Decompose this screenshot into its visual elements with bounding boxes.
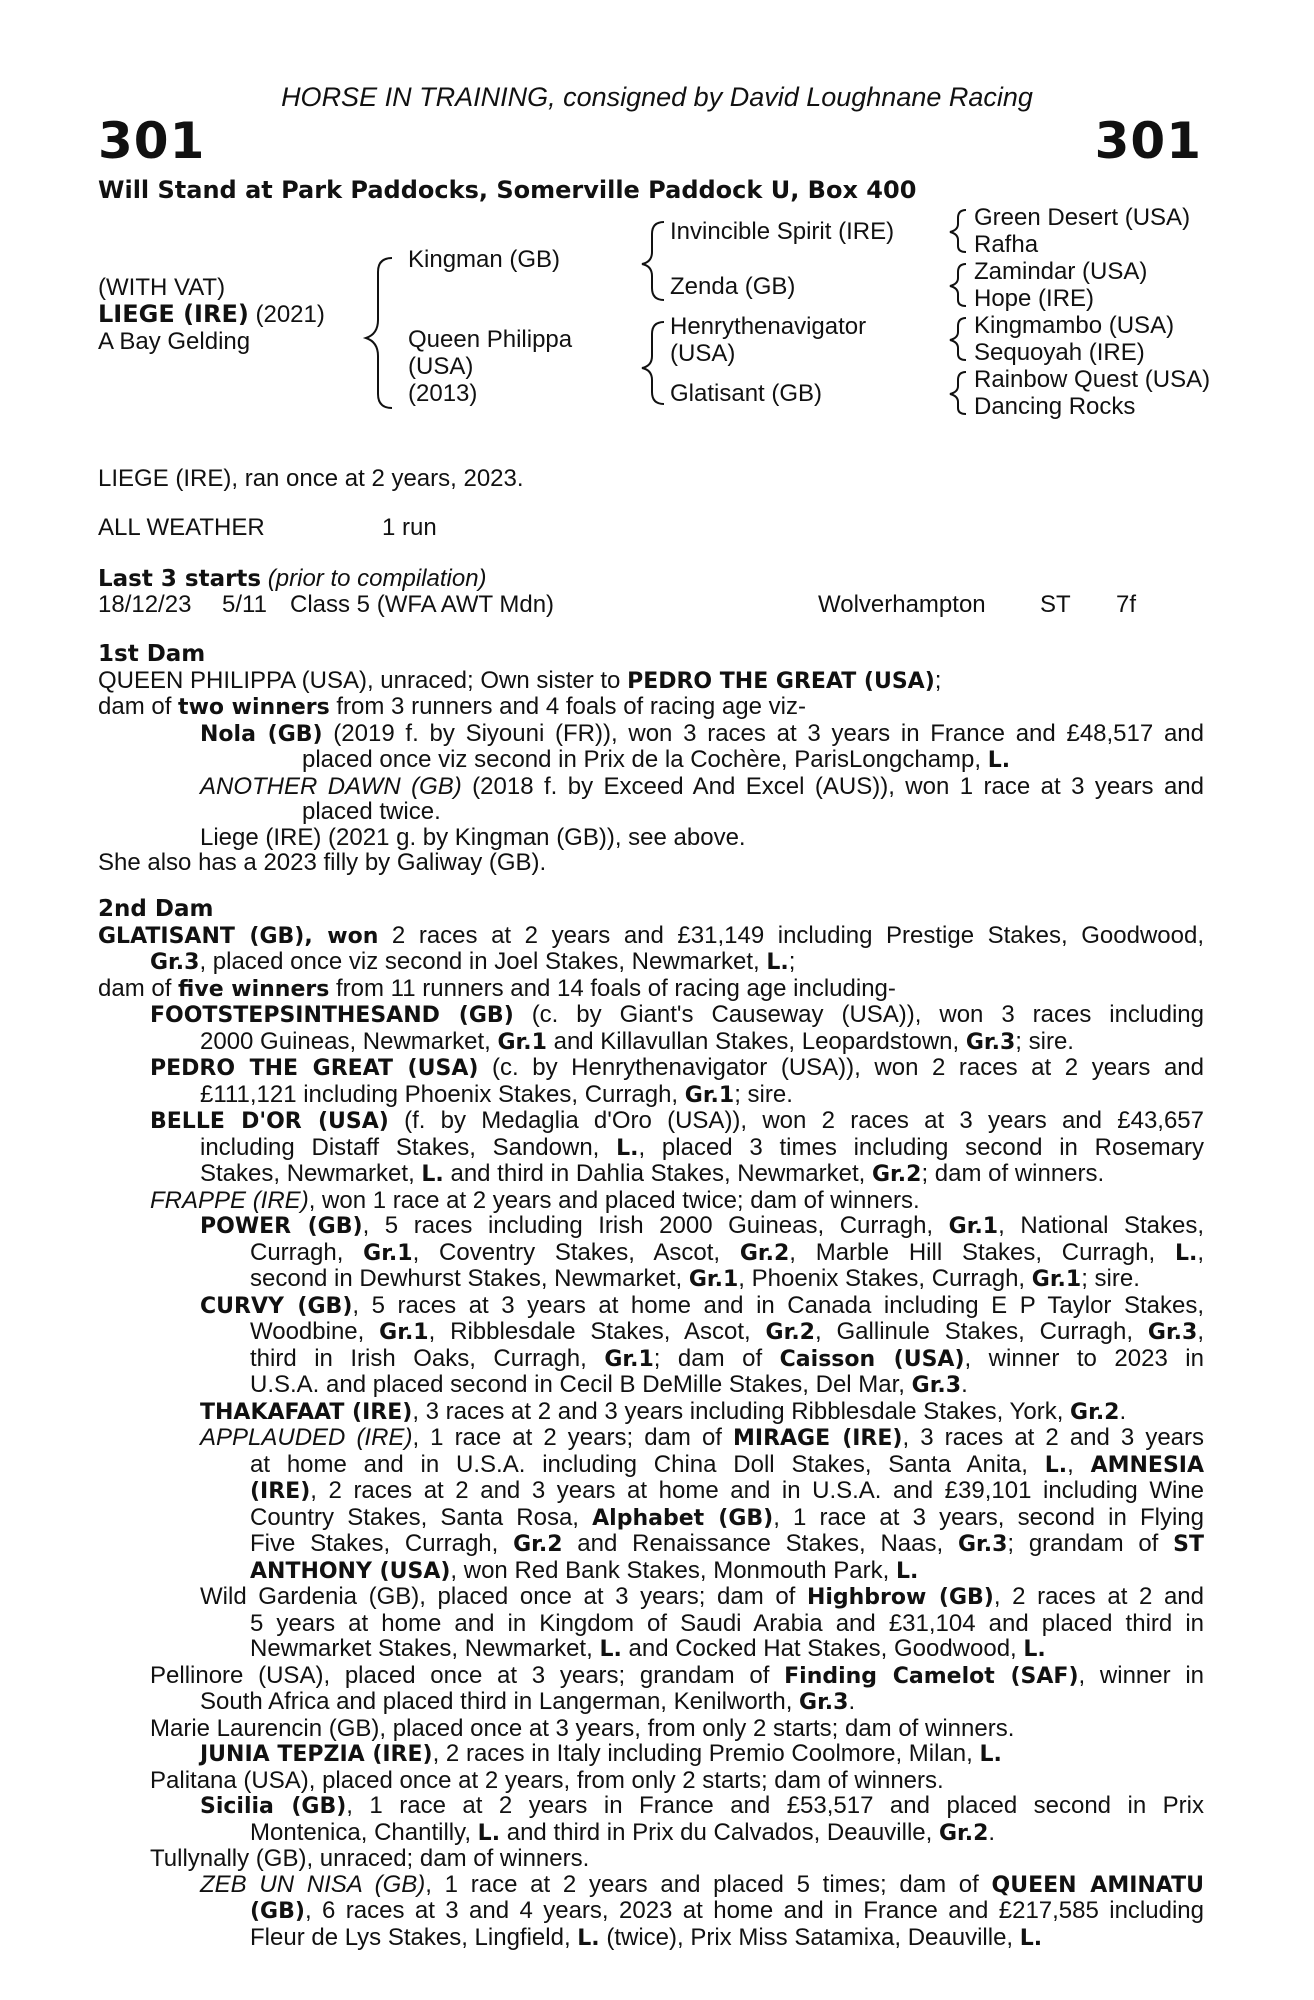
- start-going: ST: [1040, 591, 1071, 618]
- produce-line: Montenica, Chantilly, L. and third in Prix du Calvados, Deauville, Gr.2.: [250, 1818, 996, 1846]
- produce-another-dawn-cont: placed twice.: [302, 798, 441, 825]
- pedigree-ssd: Rafha: [974, 231, 1039, 258]
- produce-power: POWER (GB), 5 races including Irish 2000 Guineas, Curragh, Gr.1, National Stakes,: [200, 1212, 1204, 1239]
- pedigree-dam-line1: Queen Philippa: [408, 326, 573, 353]
- produce-liege: Liege (IRE) (2021 g. by Kingman (GB)), see above.: [200, 823, 746, 851]
- produce-palitana: Palitana (USA), placed once at 2 years, from only 2 starts; dam of winners.: [150, 1766, 944, 1794]
- pedigree-dds: Rainbow Quest (USA): [974, 366, 1211, 393]
- produce-line: Curragh, Gr.1, Coventry Stakes, Ascot, Gr.2, Marble Hill Stakes, Curragh, L.,: [250, 1238, 1205, 1266]
- produce-line: £111,121 including Phoenix Stakes, Curragh, Gr.1; sire.: [200, 1080, 793, 1108]
- lot-number-right: 301: [1094, 112, 1202, 170]
- produce-line: Stakes, Newmarket, L. and third in Dahlia Stakes, Newmarket, Gr.2; dam of winners.: [200, 1160, 1105, 1187]
- pedigree-dam-line2: (USA): [408, 353, 474, 380]
- produce-filly: She also has a 2023 filly by Galiway (GB).: [98, 849, 547, 876]
- produce-tullynally: Tullynally (GB), unraced; dam of winners.: [150, 1845, 590, 1872]
- pedigree-sdd: Hope (IRE): [974, 285, 1095, 312]
- produce-line: at home and in U.S.A. including China Doll Stakes, Santa Anita, L., AMNESIA: [250, 1450, 1204, 1478]
- produce-line: second in Dewhurst Stakes, Newmarket, Gr.1, Phoenix Stakes, Curragh, Gr.1; sire.: [250, 1265, 1140, 1292]
- first-dam-line: QUEEN PHILIPPA (USA), unraced; Own sister to PEDRO THE GREAT (USA);: [98, 666, 942, 694]
- produce-nola-cont: placed once viz second in Prix de la Cochère, ParisLongchamp, L.: [302, 746, 1011, 773]
- page-header-title: HORSE IN TRAINING, consigned by David Loughnane Racing: [281, 82, 1033, 112]
- produce-line: ANTHONY (USA), won Red Bank Stakes, Monmouth Park, L.: [250, 1556, 919, 1584]
- surface-runs: 1 run: [382, 514, 437, 541]
- produce-footstepsinthesand: FOOTSTEPSINTHESAND (GB) (c. by Giant's Causeway (USA)), won 3 races including: [150, 1001, 1204, 1028]
- first-dam-heading: 1st Dam: [98, 641, 206, 667]
- produce-pellinore: Pellinore (USA), placed once at 3 years; grandam of Finding Camelot (SAF), winner in: [150, 1661, 1205, 1689]
- start-distance: 7f: [1116, 591, 1137, 618]
- pedigree-ddd: Dancing Rocks: [974, 393, 1136, 420]
- last-starts-heading: [98, 565, 487, 593]
- produce-wild-gardenia: Wild Gardenia (GB), placed once at 3 years; dam of Highbrow (GB), 2 races at 2 and: [200, 1583, 1204, 1610]
- pedigree-dam-line3: (2013): [408, 380, 478, 407]
- pedigree-sds: Zamindar (USA): [974, 258, 1148, 285]
- produce-marie-laurencin: Marie Laurencin (GB), placed once at 3 years, from only 2 starts; dam of winners.: [150, 1714, 1015, 1742]
- produce-another-dawn: ANOTHER DAWN (GB) (2018 f. by Exceed And Excel (AUS)), won 1 race at 3 years and: [200, 772, 1205, 800]
- pedigree-dsd: Sequoyah (IRE): [974, 339, 1145, 366]
- produce-belle-dor: BELLE D'OR (USA) (f. by Medaglia d'Oro (USA)), won 2 races at 3 years and £43,657: [150, 1107, 1205, 1134]
- pedigree-sire-sire: Invincible Spirit (IRE): [670, 218, 895, 245]
- produce-junia-tepzia: JUNIA TEPZIA (IRE), 2 races in Italy including Premio Coolmore, Milan, L.: [200, 1740, 1002, 1767]
- produce-line: Newmarket Stakes, Newmarket, L. and Cocked Hat Stakes, Goodwood, L.: [250, 1635, 1046, 1662]
- produce-line: including Distaff Stakes, Sandown, L., placed 3 times including second in Rosemary: [200, 1133, 1204, 1161]
- produce-line: South Africa and placed third in Langerman, Kenilworth, Gr.3.: [200, 1688, 856, 1715]
- start-date: 18/12/23: [98, 591, 192, 618]
- race-record-summary: LIEGE (IRE), ran once at 2 years, 2023.: [98, 465, 524, 492]
- pedigree-sss: Green Desert (USA): [974, 204, 1191, 231]
- horse-description: A Bay Gelding: [98, 328, 251, 355]
- pedigree-dam-sire-line1: Henrythenavigator: [670, 313, 867, 340]
- grandam-line: dam of five winners from 11 runners and 14 foals of racing age including-: [98, 974, 896, 1002]
- produce-line: 5 years at home and in Kingdom of Saudi Arabia and £31,104 and placed third in: [250, 1609, 1204, 1637]
- start-course: Wolverhampton: [818, 591, 986, 618]
- horse-name: LIEGE (IRE): [98, 300, 249, 328]
- grandam-line: GLATISANT (GB), won 2 races at 2 years and £31,149 including Prestige Stakes, Goodwood,: [98, 921, 1204, 949]
- last-starts-note: (prior to compilation): [267, 565, 487, 592]
- pedigree-sire-dam: Zenda (GB): [670, 273, 796, 300]
- produce-line: (IRE), 2 races at 2 and 3 years at home and in U.S.A. and £39,101 including Wine: [250, 1477, 1204, 1504]
- produce-sicilia: Sicilia (GB), 1 race at 2 years in France and £53,517 and placed second in Prix: [200, 1792, 1204, 1819]
- second-dam-section: [98, 897, 1204, 1951]
- produce-line: Woodbine, Gr.1, Ribblesdale Stakes, Ascot, Gr.2, Gallinule Stakes, Curragh, Gr.3,: [250, 1318, 1204, 1345]
- produce-line: Country Stakes, Santa Rosa, Alphabet (GB), 1 race at 3 years, second in Flying: [250, 1503, 1204, 1531]
- produce-line: 2000 Guineas, Newmarket, Gr.1 and Killavullan Stakes, Leopardstown, Gr.3; sire.: [200, 1027, 1074, 1055]
- last-starts-title: Last 3 starts: [98, 566, 262, 592]
- start-position: 5/11: [222, 591, 267, 618]
- produce-zeb-un-nisa: ZEB UN NISA (GB), 1 race at 2 years and placed 5 times; dam of QUEEN AMINATU: [200, 1870, 1205, 1898]
- produce-pedro-the-great: PEDRO THE GREAT (USA) (c. by Henrythenavigator (USA)), won 2 races at 2 years and: [150, 1054, 1204, 1081]
- pedigree-dam-sire-line2: (USA): [670, 340, 736, 367]
- produce-nola: Nola (GB) (2019 f. by Siyouni (FR)), won 3 races at 3 years in France and £48,517 and: [200, 719, 1204, 747]
- pedigree-dss: Kingmambo (USA): [974, 312, 1175, 339]
- second-dam-heading: 2nd Dam: [98, 896, 214, 922]
- start-race: Class 5 (WFA AWT Mdn): [290, 591, 555, 618]
- produce-line: U.S.A. and placed second in Cecil B DeMille Stakes, Del Mar, Gr.3.: [250, 1371, 968, 1398]
- lot-number-left: 301: [98, 112, 206, 170]
- produce-curvy: CURVY (GB), 5 races at 3 years at home and in Canada including E P Taylor Stakes,: [200, 1291, 1204, 1319]
- pedigree-sire: Kingman (GB): [408, 246, 561, 273]
- produce-line: (GB), 6 races at 3 and 4 years, 2023 at home and in France and £217,585 including: [250, 1897, 1204, 1924]
- produce-frappe: FRAPPE (IRE), won 1 race at 2 years and placed twice; dam of winners.: [150, 1186, 920, 1214]
- produce-line: third in Irish Oaks, Curragh, Gr.1; dam of Caisson (USA), winner to 2023 in: [250, 1344, 1204, 1372]
- produce-applauded: APPLAUDED (IRE), 1 race at 2 years; dam of MIRAGE (IRE), 3 races at 2 and 3 years: [200, 1424, 1205, 1451]
- first-dam-section: [98, 642, 1204, 876]
- produce-line: Fleur de Lys Stakes, Lingfield, L. (twice), Prix Miss Satamixa, Deauville, L.: [250, 1923, 1043, 1951]
- produce-line: Five Stakes, Curragh, Gr.2 and Renaissance Stakes, Naas, Gr.3; grandam of ST: [250, 1530, 1204, 1557]
- horse-year: (2021): [255, 301, 325, 328]
- produce-thakafaat: THAKAFAAT (IRE), 3 races at 2 and 3 years including Ribblesdale Stakes, York, Gr.2.: [200, 1397, 1127, 1425]
- vat-note: (WITH VAT): [98, 274, 226, 301]
- first-dam-line: dam of two winners from 3 runners and 4 foals of racing age viz-: [98, 693, 806, 720]
- surface-label: ALL WEATHER: [98, 514, 265, 541]
- pedigree-dam-dam: Glatisant (GB): [670, 380, 823, 407]
- grandam-line: Gr.3, placed once viz second in Joel Stakes, Newmarket, L.;: [150, 948, 796, 975]
- stabling-location: Will Stand at Park Paddocks, Somerville Paddock U, Box 400: [98, 176, 917, 204]
